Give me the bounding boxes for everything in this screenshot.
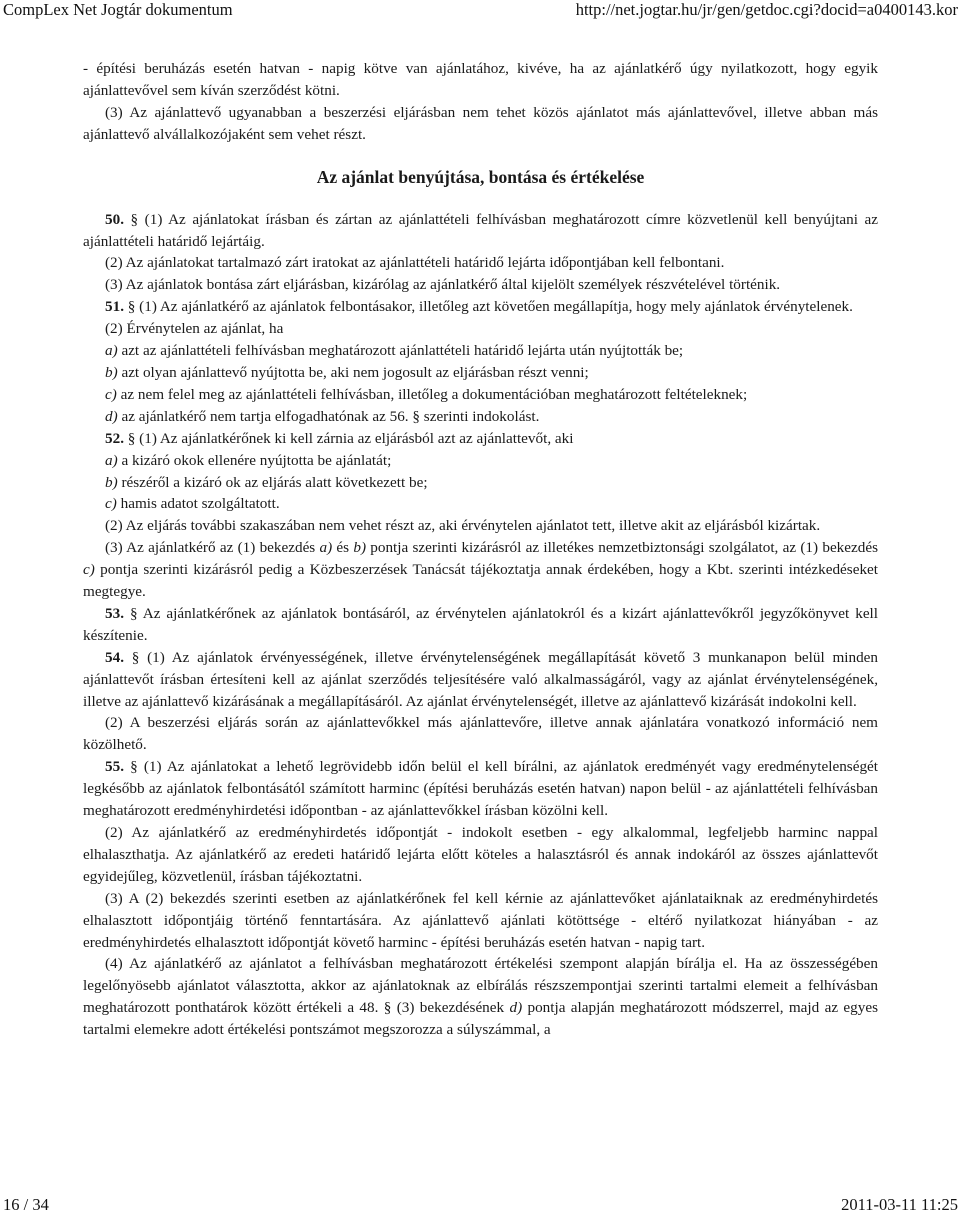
section-52-para-3 <box>83 537 878 603</box>
section-52-para-1 <box>83 428 878 450</box>
paragraph-text: és <box>332 539 354 557</box>
section-54-para-1 <box>83 647 878 713</box>
point-label: c) <box>105 385 117 403</box>
section-heading: Az ajánlat benyújtása, bontása és értékelése <box>316 166 645 187</box>
paragraph-text: pontja alapján meghatározott módszerrel, majd az egyes tartalmi elemekre adott értékelési pontszámot megszorozza a súlyszámmal, a <box>83 999 878 1039</box>
paragraph-text: pontja szerinti kizárásról az illetékes nemzetbiztonsági szolgálatot, az (1) bekezdés <box>366 539 879 557</box>
section-number: 50. <box>105 210 124 228</box>
section-number: 53. <box>105 604 124 622</box>
print-header <box>0 0 960 24</box>
point-ref: b) <box>353 539 366 557</box>
section-50-para-3: (3) Az ajánlatok bontása zárt eljárásban, kizárólag az ajánlatkérő által kijelölt személyek részvételével történik. <box>105 276 781 294</box>
point-label: a) <box>105 342 118 360</box>
section-50-para-2: (2) Az ajánlatokat tartalmazó zárt iratokat az ajánlattételi határidő lejárta időpontjában kell felbontani. <box>105 254 725 272</box>
point-label: a) <box>105 451 118 469</box>
section-51-point-b <box>83 362 878 384</box>
print-footer <box>0 1195 960 1215</box>
section-51-point-a <box>83 340 878 362</box>
section-55-para-3: (3) A (2) bekezdés szerinti esetben az ajánlatkérőnek fel kell kérnie az ajánlattevőket ajánlataiknak az eredményhirdetés elhalasztott időpontjáig történő fenntartására. Az ajánlattevő ajánlati kötöttsége - eltérő nyilatkozat hiányában - az eredményhirdetés elhalasztott időpontját követő harminc - építési beruházás esetén hatvan - napig tart. <box>83 889 878 951</box>
section-number: 51. <box>105 298 124 316</box>
section-55-para-4 <box>83 953 878 1041</box>
point-label: b) <box>105 363 118 381</box>
section-number: 55. <box>105 758 124 776</box>
document-source-title: CompLex Net Jogtár dokumentum <box>3 0 233 19</box>
print-timestamp: 2011-03-11 11:25 <box>841 1195 958 1214</box>
paragraph-text: (4) Az ajánlatkérő az ajánlatot a felhívásban meghatározott értékelési szempont alapján bírálja el. Ha az összességében legelőnyösebb ajánlatot választotta, akkor az ajánlatoknak az elbírálás részszempontjai szerinti tartalmi elemeit a felhívásban meghatározott ponthatárok között értékeli a 48. § (3) bekezdésének <box>83 955 878 1017</box>
point-text: az ajánlatkérő nem tartja elfogadhatónak az 56. § szerinti indokolást. <box>117 407 540 425</box>
paragraph-joint-offer: (3) Az ajánlattevő ugyanabban a beszerzési eljárásban nem tehet közös ajánlatot más ajánlattevővel, illetve abban más ajánlattevő alvállalkozójaként sem vehet részt. <box>83 103 878 143</box>
point-text: hamis adatot szolgáltatott. <box>116 495 280 513</box>
point-ref: d) <box>509 999 523 1017</box>
section-text: § (1) Az ajánlatok érvényességének, illetve érvénytelenségének megállapítását követő 3 munkanapon belül minden ajánlattevőt írásban értesíteni kell az ajánlat szerződés teljesítésére való alkalmasságáról, vagy az ajánlat érvénytelenségének, illetve az ajánlattevő kizárásának a megállapításáról. Az ajánlat érvénytelenségét, illetve az ajánlattevő kizárását indokolni kell. <box>83 648 879 710</box>
section-51-para-1 <box>83 296 878 318</box>
section-52-para-2: (2) Az eljárás további szakaszában nem vehet részt az, aki érvénytelen ajánlatot tett, illetve akit az eljárásból kizártak. <box>105 517 821 535</box>
section-text: § Az ajánlatkérőnek az ajánlatok bontásáról, az érvénytelen ajánlatokról és a kizárt ajánlattevőkről jegyzőkönyvet kell készítenie. <box>83 604 879 644</box>
paragraph-text: (3) Az ajánlatkérő az (1) bekezdés <box>105 539 320 557</box>
paragraph-binding-period: - építési beruházás esetén hatvan - napig kötve van ajánlatához, kivéve, ha az ajánlatkérő úgy nyilatkozott, hogy egyik ajánlattevővel sem kíván szerződést kötni. <box>83 60 878 99</box>
section-text: § (1) Az ajánlatkérő az ajánlatok felbontásakor, illetőleg azt követően megállapítja, hogy mely ajánlatok érvénytelenek. <box>127 298 853 316</box>
paragraph-text: pontja szerinti kizárásról pedig a Közbeszerzések Tanácsát tájékoztatja annak érdekében, hogy a Kbt. szerinti intézkedéseket megtegye. <box>83 561 878 601</box>
point-text: azt az ajánlattételi felhívásban meghatározott ajánlattételi határidő lejárta után nyújtották be; <box>117 342 684 360</box>
point-ref: c) <box>83 561 95 579</box>
point-text: azt olyan ajánlattevő nyújtotta be, aki nem jogosult az eljárásban részt venni; <box>117 363 589 381</box>
section-54-para-2: (2) A beszerzési eljárás során az ajánlattevőkkel más ajánlattevőre, illetve annak ajánlatára vonatkozó információ nem közölhető. <box>83 714 878 754</box>
section-52-point-c <box>83 493 878 515</box>
section-text: § (1) Az ajánlatkérőnek ki kell zárnia az eljárásból azt az ajánlattevőt, aki <box>127 429 574 447</box>
section-text: § (1) Az ajánlatokat a lehető legrövidebb időn belül el kell bírálni, az ajánlatok eredményét vagy eredménytelenségét legkésőbb az ajánlatok felbontásától számított harminc (építési beruházás esetén hatvan) napon belül - az ajánlattételi felhívásban meghatározott eredményhirdetési időpontban - az ajánlattevőkkel írásban közölni kell. <box>83 758 878 820</box>
document-url[interactable]: http://net.jogtar.hu/jr/gen/getdoc.cgi?docid=a0400143.kor <box>575 0 958 19</box>
point-ref: a) <box>319 539 333 557</box>
section-number: 54. <box>105 648 124 666</box>
point-label: b) <box>105 473 118 491</box>
section-55-para-2: (2) Az ajánlatkérő az eredményhirdetés időpontját - indokolt esetben - egy alkalommal, legfeljebb harminc nappal elhalaszthatja. Az ajánlatkérő az eredeti határidő lejárta előtt köteles a halasztásról és annak indokáról az összes ajánlattevőt egyidejűleg, közvetlenül, írásban tájékoztatni. <box>83 824 878 885</box>
section-51-point-d <box>83 406 878 428</box>
section-number: 52. <box>105 429 124 447</box>
point-label: c) <box>105 495 117 513</box>
point-label: d) <box>105 407 118 425</box>
section-52-point-a <box>83 450 878 472</box>
document-body <box>83 58 878 1041</box>
page-number: 16 / 34 <box>3 1195 49 1214</box>
section-51-para-2: (2) Érvénytelen az ajánlat, ha <box>105 320 284 338</box>
section-52-point-b <box>83 472 878 494</box>
section-53-para-1 <box>83 603 878 647</box>
point-text: az nem felel meg az ajánlattételi felhívásban, illetőleg a dokumentációban meghatározott feltételeknek; <box>116 385 748 403</box>
point-text: részéről a kizáró ok az eljárás alatt következett be; <box>117 473 428 491</box>
section-55-para-1 <box>83 756 878 822</box>
section-50-para-1 <box>83 209 878 253</box>
section-text: § (1) Az ajánlatokat írásban és zártan az ajánlattételi felhívásban meghatározott címre közvetlenül kell benyújtani az ajánlattételi határidő lejártáig. <box>83 210 878 250</box>
section-51-point-c <box>83 384 878 406</box>
point-text: a kizáró okok ellenére nyújtotta be ajánlatát; <box>117 451 392 469</box>
